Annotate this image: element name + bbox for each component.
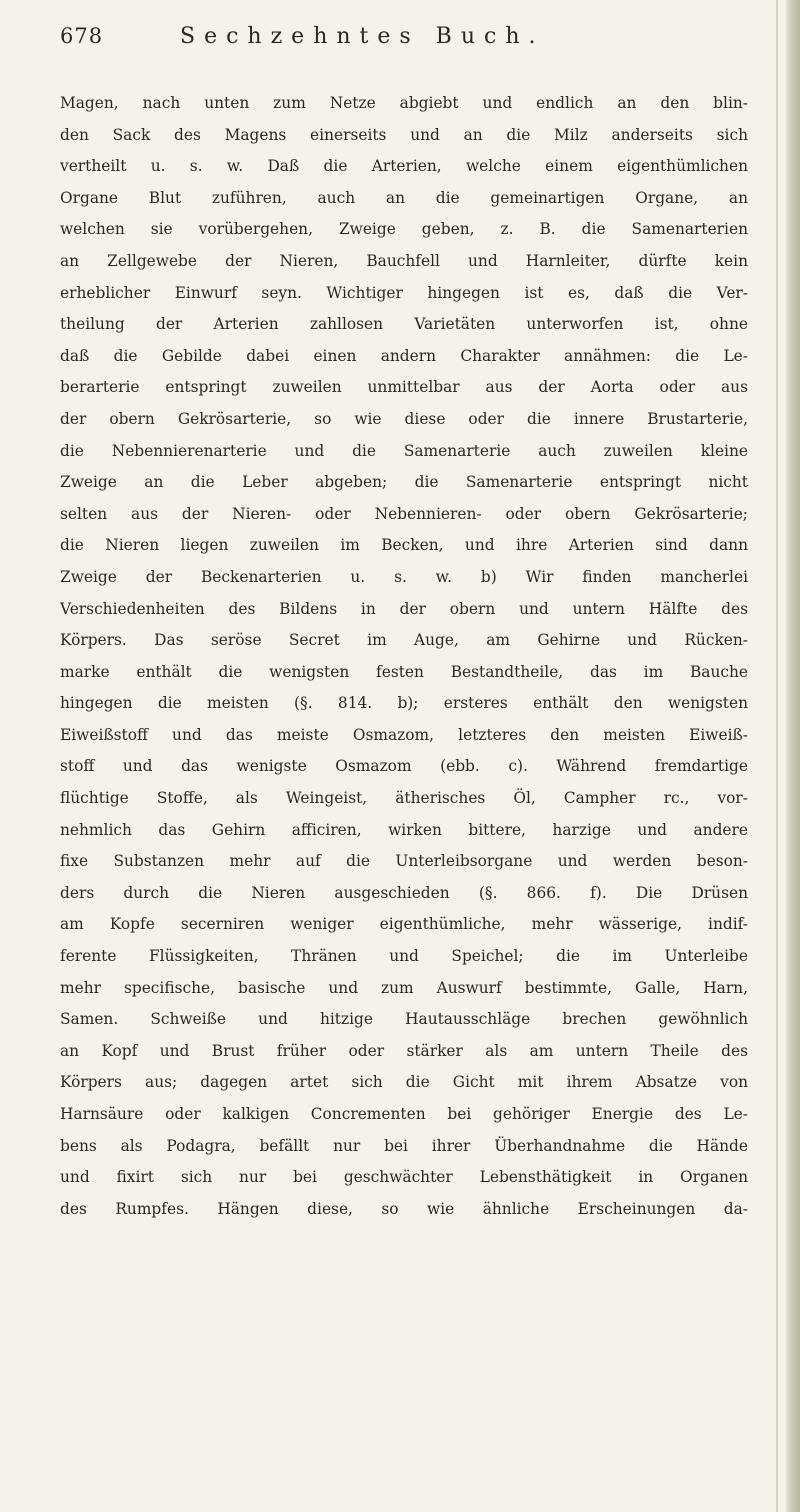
text-line: hingegen die meisten (§. 814. b); ersteres enthält den wenigsten: [60, 694, 748, 713]
text-line: der obern Gekrösarterie, so wie diese oder die innere Brustarterie,: [60, 409, 748, 428]
text-line: an Zellgewebe der Nieren, Bauchfell und Harnleiter, dürfte kein: [60, 251, 748, 270]
text-line: die Nebennierenarterie und die Samenarterie auch zuweilen kleine: [60, 441, 748, 460]
text-line: am Kopfe secerniren weniger eigenthümliche, mehr wässerige, indif-: [60, 915, 748, 934]
text-line: stoff und das wenigste Osmazom (ebb. c). Während fremdartige: [60, 757, 748, 776]
text-line: Samen. Schweiße und hitzige Hautausschläge brechen gewöhnlich: [60, 1010, 748, 1029]
page-number: 678: [60, 24, 104, 48]
text-line: theilung der Arterien zahllosen Varietäten unterworfen ist, ohne: [60, 315, 748, 334]
text-line: flüchtige Stoffe, als Weingeist, ätherisches Öl, Campher rc., vor-: [60, 789, 748, 808]
text-line: an Kopf und Brust früher oder stärker als am untern Theile des: [60, 1041, 748, 1060]
text-line: Organe Blut zuführen, auch an die gemeinartigen Organe, an: [60, 188, 748, 207]
text-line: welchen sie vorübergehen, Zweige geben, z. B. die Samenarterien: [60, 220, 748, 239]
text-line: selten aus der Nieren- oder Nebennieren- oder obern Gekrösarterie;: [60, 504, 748, 523]
text-line: marke enthält die wenigsten festen Bestandtheile, das im Bauche: [60, 662, 748, 681]
text-line: und fixirt sich nur bei geschwächter Lebensthätigkeit in Organen: [60, 1168, 748, 1187]
text-line: bens als Podagra, befällt nur bei ihrer Überhandnahme die Hände: [60, 1136, 748, 1155]
text-line: berarterie entspringt zuweilen unmittelbar aus der Aorta oder aus: [60, 378, 748, 397]
text-line: mehr specifische, basische und zum Auswurf bestimmte, Galle, Harn,: [60, 978, 748, 997]
text-line: Harnsäure oder kalkigen Concrementen bei gehöriger Energie des Le-: [60, 1105, 748, 1123]
text-line: fixe Substanzen mehr auf die Unterleibsorgane und werden beson-: [60, 852, 748, 871]
text-line: Körpers aus; dagegen artet sich die Gicht mit ihrem Absatze von: [60, 1073, 748, 1092]
text-line: Magen, nach unten zum Netze abgiebt und endlich an den blin-: [60, 94, 748, 112]
text-line: daß die Gebilde dabei einen andern Charakter annähmen: die Le-: [60, 346, 748, 365]
text-line: ders durch die Nieren ausgeschieden (§. 866. f). Die Drüsen: [60, 883, 748, 902]
page-edge-shadow: [786, 0, 800, 1512]
running-title: Sechzehntes Buch.: [180, 24, 545, 49]
text-line: Zweige der Beckenarterien u. s. w. b) Wir finden mancherlei: [60, 567, 748, 586]
page-edge-line: [776, 0, 778, 1512]
text-line: Zweige an die Leber abgeben; die Samenarterie entspringt nicht: [60, 473, 748, 492]
text-line: den Sack des Magens einerseits und an die Milz anderseits sich: [60, 125, 748, 144]
text-line: die Nieren liegen zuweilen im Becken, und ihre Arterien sind dann: [60, 536, 748, 555]
text-line: des Rumpfes. Hängen diese, so wie ähnliche Erscheinungen da-: [60, 1199, 748, 1218]
text-line: nehmlich das Gehirn afficiren, wirken bittere, harzige und andere: [60, 820, 748, 839]
text-line: Körpers. Das seröse Secret im Auge, am Gehirne und Rücken-: [60, 631, 748, 650]
text-line: erheblicher Einwurf seyn. Wichtiger hingegen ist es, daß die Ver-: [60, 283, 748, 302]
body-text: [60, 88, 748, 1225]
text-line: Verschiedenheiten des Bildens in der obern und untern Hälfte des: [60, 599, 748, 618]
page-header: [60, 24, 750, 64]
text-line: vertheilt u. s. w. Daß die Arterien, welche einem eigenthümlichen: [60, 157, 748, 176]
text-line: Eiweißstoff und das meiste Osmazom, letzteres den meisten Eiweiß-: [60, 725, 748, 744]
text-line: ferente Flüssigkeiten, Thränen und Speichel; die im Unterleibe: [60, 947, 748, 966]
